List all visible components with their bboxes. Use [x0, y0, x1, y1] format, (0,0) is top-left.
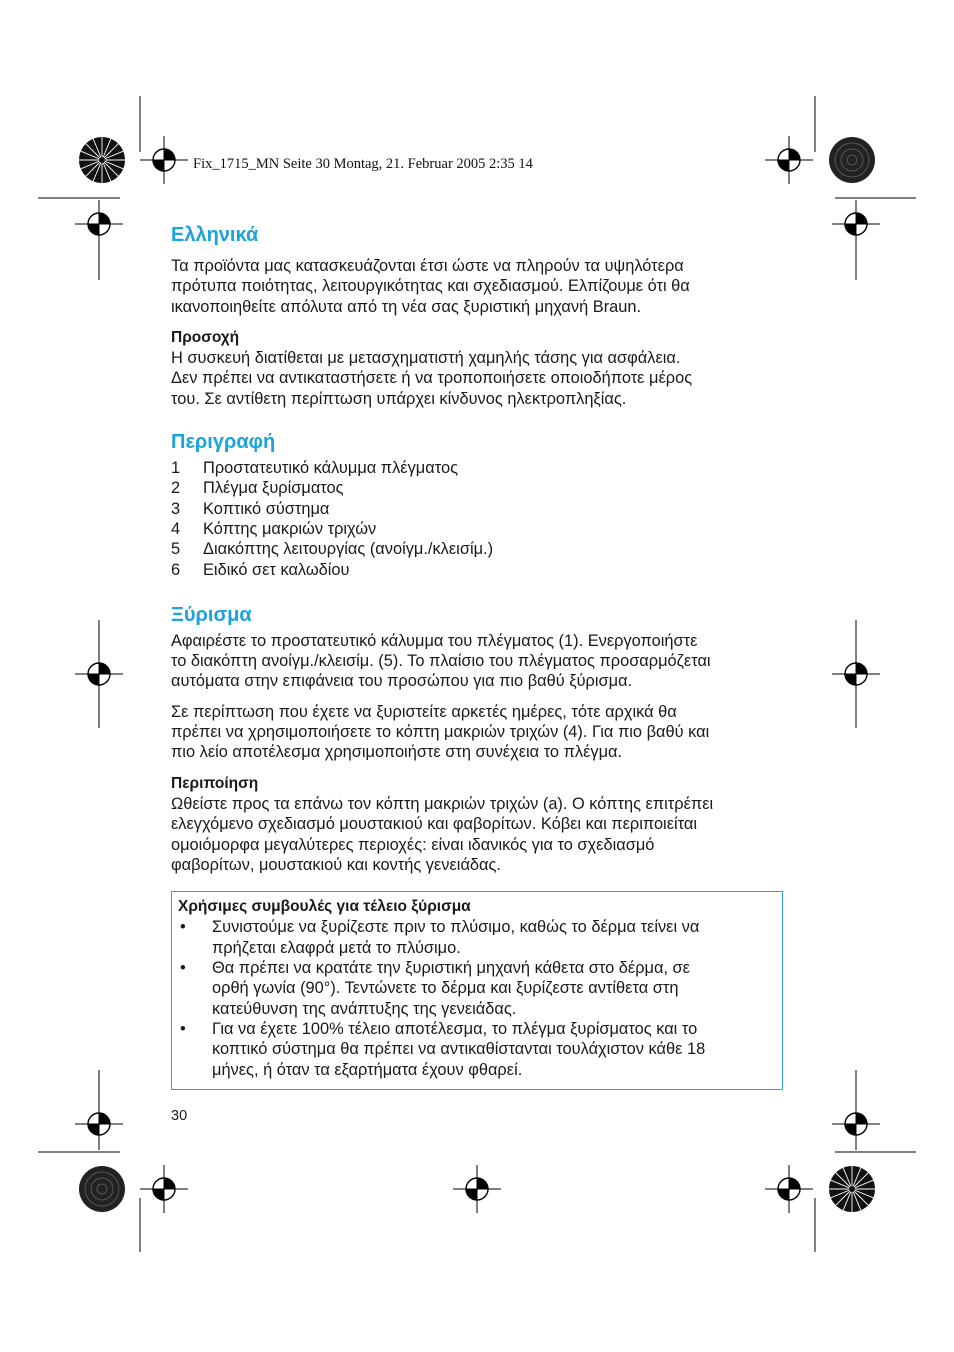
heading-shaving: Ξύρισμα: [171, 603, 252, 626]
bullet-icon: •: [180, 1019, 186, 1038]
tips-title: Χρήσιμες συμβουλές για τέλειο ξύρισμα: [178, 898, 471, 916]
text-line: ικανοποιηθείτε απόλυτα από τη νέα σας ξυριστική μηχανή Braun.: [171, 297, 642, 316]
text-line: κοπτικό σύστημα θα πρέπει να αντικαθίστανται τουλάχιστον κάθε 18: [212, 1040, 706, 1059]
text-line: Συνιστούμε να ξυρίζεστε πριν το πλύσιμο, καθώς το δέρμα τείνει να: [212, 918, 700, 937]
tips-list: [178, 917, 774, 1079]
text-line: ορθή γωνία (90°). Τεντώνετε το δέρμα και ξυρίζεστε αντίθετα στη: [212, 979, 679, 998]
item-text: Κόπτης μακριών τριχών: [203, 519, 377, 538]
item-text: Διακόπτης λειτουργίας (ανοίγμ./κλεισίμ.): [203, 540, 494, 559]
page-number: 30: [171, 1108, 188, 1124]
tips-box: [171, 891, 783, 1090]
trimming-paragraph: [171, 794, 783, 875]
caution-paragraph: [171, 348, 783, 409]
text-line: Ωθείστε προς τα επάνω τον κόπτη μακριών τριχών (a). Ο κόπτης επιτρέπει: [171, 794, 714, 813]
tip-text: [212, 917, 699, 958]
text-line: Δεν πρέπει να αντικαταστήσετε ή να τροποποιήσετε οποιοδήποτε μέρος: [171, 369, 693, 388]
item-number: 4: [171, 519, 181, 538]
caution-title: Προσοχή: [171, 328, 240, 346]
text-line: το διακόπτη ανοίγμ./κλεισίμ. (5). Το πλαίσιο του πλέγματος προσαρμόζεται: [171, 652, 711, 671]
heading-greek: Ελληνικά: [171, 224, 259, 246]
list-item: [171, 519, 783, 539]
text-line: πρήζεται ελαφρά μετά το πλύσιμο.: [212, 938, 461, 957]
text-line: Αφαιρέστε το προστατευτικό κάλυμμα του πλέγματος (1). Ενεργοποιήστε: [171, 631, 698, 650]
tip-item: [178, 917, 774, 958]
text-line: αυτόματα στην επιφάνεια του προσώπου για πιο βαθύ ξύρισμα.: [171, 672, 633, 691]
text-line: πιο λείο αποτέλεσμα χρησιμοποιήστε στη συνέχεια το πλέγμα.: [171, 743, 623, 762]
item-text: Προστατευτικό κάλυμμα πλέγματος: [203, 459, 458, 478]
item-text: Κοπτικό σύστημα: [203, 499, 330, 518]
text-line: Για να έχετε 100% τέλειο αποτέλεσμα, το πλέγμα ξυρίσματος και το: [212, 1019, 698, 1038]
list-item: [171, 539, 783, 559]
intro-paragraph: [171, 256, 783, 317]
tip-item: [178, 1019, 774, 1080]
item-number: 3: [171, 499, 181, 518]
bullet-icon: •: [180, 918, 186, 937]
text-line: ελεγχόμενο σχεδιασμό μουστακιού και φαβορίτων. Κόβει και περιποιείται: [171, 815, 698, 834]
text-line: Τα προϊόντα μας κατασκευάζονται έτσι ώστε να πληρούν τα υψηλότερα: [171, 257, 684, 275]
text-line: Η συσκευή διατίθεται με μετασχηματιστή χαμηλής τάσης για ασφάλεια.: [171, 349, 681, 368]
tip-text: [212, 1019, 705, 1080]
item-text: Ειδικό σετ καλωδίου: [203, 560, 350, 579]
item-number: 6: [171, 560, 181, 579]
text-line: πρέπει να χρησιμοποιήσετε το κόπτη μακριών τριχών (4). Για πιο βαθύ και: [171, 723, 710, 742]
text-line: κατεύθυνση της ανάπτυξης της γενειάδας.: [212, 999, 517, 1018]
text-line: πρότυπα ποιότητας, λειτουργικότητας και σχεδιασμού. Ελπίζουμε ότι θα: [171, 277, 690, 296]
list-item: [171, 499, 783, 519]
item-number: 1: [171, 459, 181, 478]
trimming-title: Περιποίηση: [171, 774, 259, 792]
heading-description: Περιγραφή: [171, 431, 276, 454]
list-item: [171, 458, 783, 478]
bullet-icon: •: [180, 959, 186, 978]
text-line: του. Σε αντίθετη περίπτωση υπάρχει κίνδυνος ηλεκτροπληξίας.: [171, 389, 627, 408]
text-line: Θα πρέπει να κρατάτε την ξυριστική μηχανή κάθετα στο δέρμα, σε: [212, 959, 690, 978]
list-item: [171, 560, 783, 580]
text-line: μήνες, ή όταν τα εξαρτήματα έχουν φθαρεί.: [212, 1060, 523, 1079]
tip-text: [212, 958, 690, 1019]
shaving-paragraph-1: [171, 631, 783, 692]
print-header: Fix_1715_MN Seite 30 Montag, 21. Februar 2005 2:35 14: [193, 156, 533, 172]
parts-list: [171, 458, 783, 580]
text-line: φαβορίτων, μουστακιού και κοντής γενειάδας.: [171, 855, 501, 874]
item-number: 2: [171, 479, 181, 498]
shaving-paragraph-2: [171, 702, 783, 763]
text-line: ομοιόμορφα μεγαλύτερες περιοχές: είναι ιδανικός για το σχεδιασμό: [171, 835, 655, 854]
list-item: [171, 478, 783, 498]
text-line: Σε περίπτωση που έχετε να ξυριστείτε αρκετές ημέρες, τότε αρχικά θα: [171, 702, 677, 721]
item-number: 5: [171, 540, 181, 559]
item-text: Πλέγμα ξυρίσματος: [203, 479, 344, 498]
page-content: [171, 222, 783, 1090]
tip-item: [178, 958, 774, 1019]
